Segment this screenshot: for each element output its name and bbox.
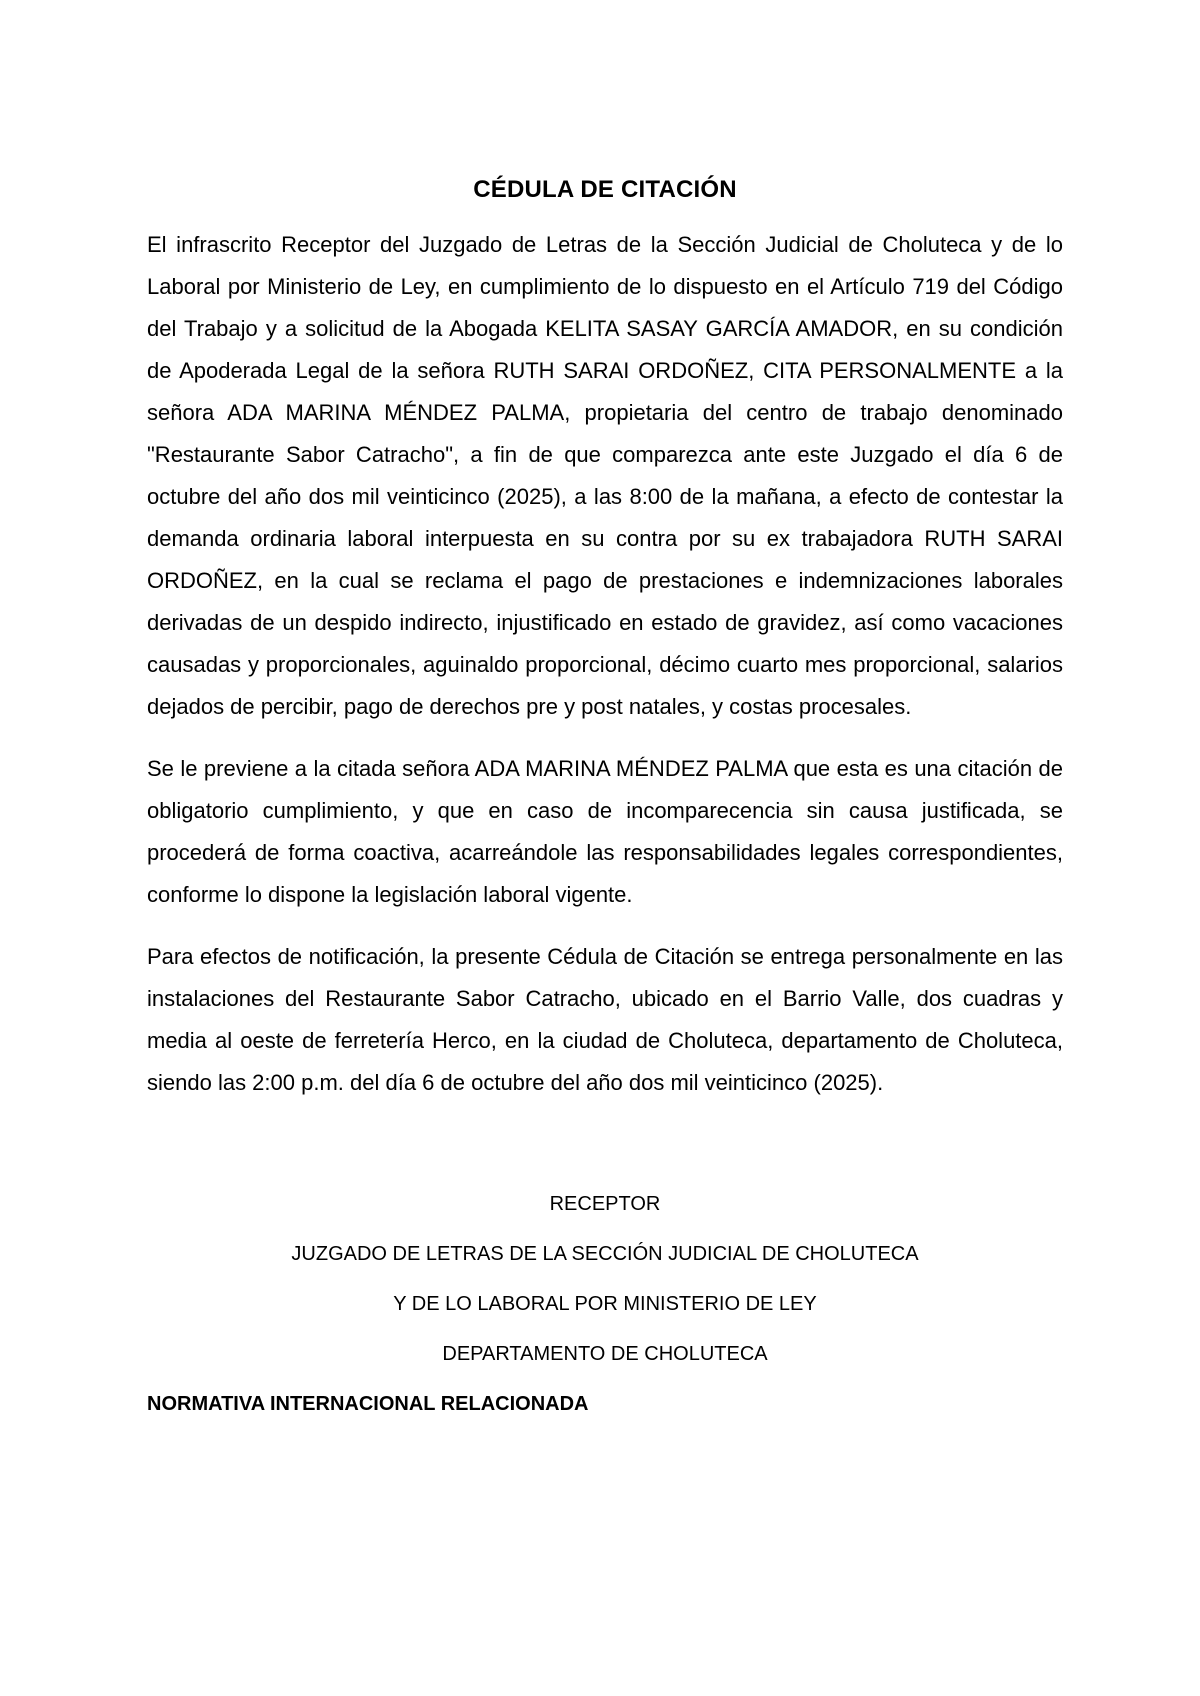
signature-block <box>147 1190 1063 1368</box>
signature-role: RECEPTOR <box>549 1193 661 1215</box>
document-title: CÉDULA DE CITACIÓN <box>473 176 737 203</box>
signature-department: DEPARTAMENTO DE CHOLUTECA <box>442 1343 768 1365</box>
section-heading: NORMATIVA INTERNACIONAL RELACIONADA <box>147 1393 589 1415</box>
paragraph-citation: El infrascrito Receptor del Juzgado de Letras de la Sección Judicial de Choluteca y de lo Laboral por Ministerio de Ley, en cumplimiento de lo dispuesto en el Artículo 719 del Código del Trabajo y a solicitud de la Abogada KELITA SASAY GARCÍA AMADOR, en su condición de Apoderada Legal de la señora RUTH SARAI ORDOÑEZ, CITA PERSONALMENTE a la señora ADA MARINA MÉNDEZ PALMA, propietaria del centro de trabajo denominado "Restaurante Sabor Catracho", a fin de que comparezca ante este Juzgado el día 6 de octubre del año dos mil veinticinco (2025), a las 8:00 de la mañana, a efecto de contestar la demanda ordinaria laboral interpuesta en su contra por su ex trabajadora RUTH SARAI ORDOÑEZ, en la cual se reclama el pago de prestaciones e indemnizaciones laborales derivadas de un despido indirecto, injustificado en estado de gravidez, así como vacaciones causadas y proporcionales, aguinaldo proporcional, décimo cuarto mes proporcional, salarios dejados de percibir, pago de derechos pre y post natales, y costas procesales. <box>147 232 1063 719</box>
paragraph-warning: Se le previene a la citada señora ADA MARINA MÉNDEZ PALMA que esta es una citación de obligatorio cumplimiento, y que en caso de incomparecencia sin causa justificada, se procederá de forma coactiva, acarreándole las responsabilidades legales correspondientes, conforme lo dispone la legislación laboral vigente. <box>147 756 1063 907</box>
document-body <box>147 174 1063 1418</box>
signature-court-line-1: JUZGADO DE LETRAS DE LA SECCIÓN JUDICIAL DE CHOLUTECA <box>291 1243 919 1265</box>
paragraph-notification: Para efectos de notificación, la presente Cédula de Citación se entrega personalmente en las instalaciones del Restaurante Sabor Catracho, ubicado en el Barrio Valle, dos cuadras y media al oeste de ferretería Herco, en la ciudad de Choluteca, departamento de Choluteca, siendo las 2:00 p.m. del día 6 de octubre del año dos mil veinticinco (2025). <box>147 944 1063 1095</box>
signature-court-line-2: Y DE LO LABORAL POR MINISTERIO DE LEY <box>393 1293 817 1315</box>
